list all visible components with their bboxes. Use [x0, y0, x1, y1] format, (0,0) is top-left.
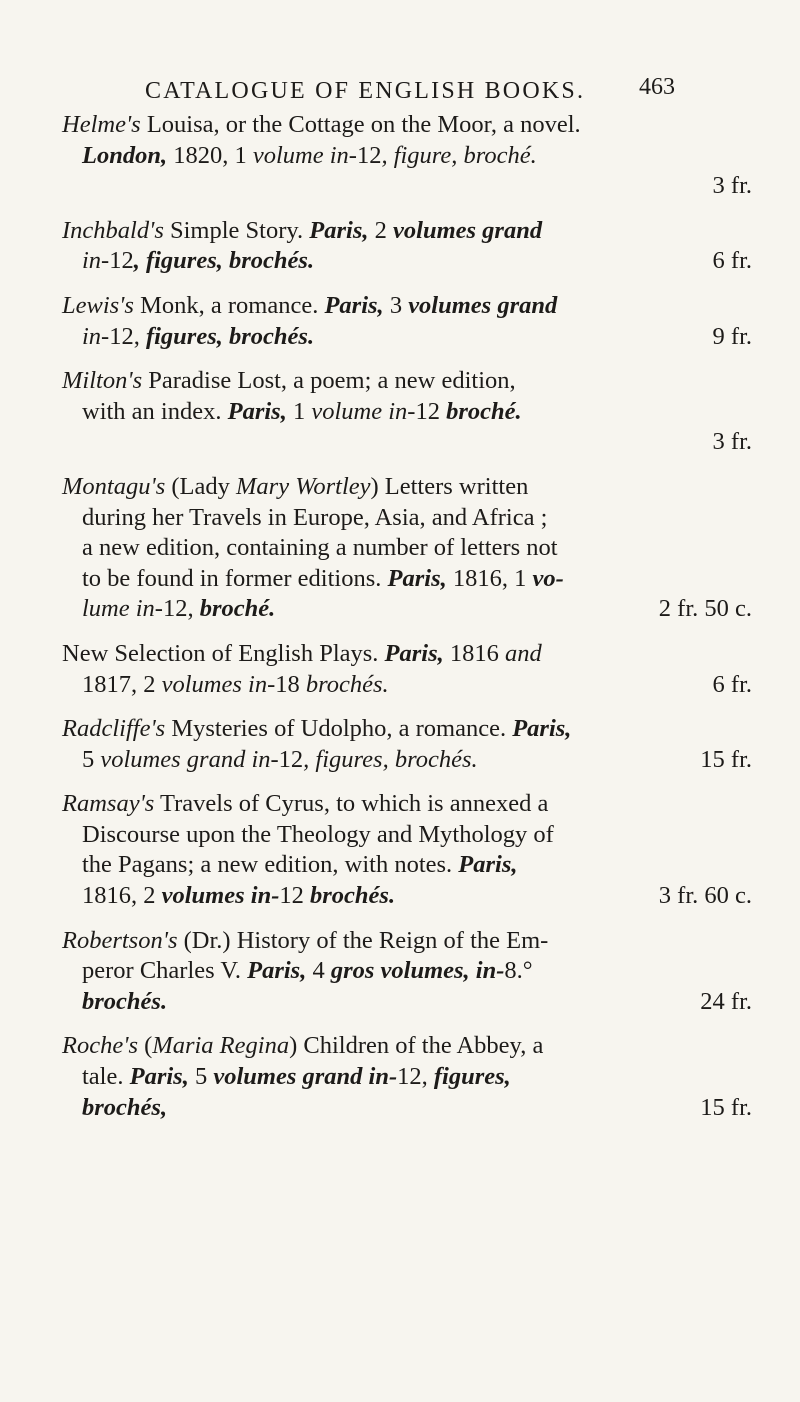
catalogue-entry	[62, 789, 752, 911]
entry-text: 12	[356, 141, 382, 169]
entry-line	[62, 789, 752, 820]
entry-price: 2 fr. 50 c.	[658, 595, 752, 623]
entry-price: 15 fr.	[700, 1093, 752, 1121]
entry-text: figures,	[433, 1063, 511, 1091]
entry-text: London,	[82, 141, 168, 169]
entry-text: Paris,	[387, 564, 447, 592]
entry-text: , figures, brochés.	[303, 745, 478, 773]
entry-text: Mary Wortley	[236, 472, 371, 500]
entry-text: broché.	[446, 397, 522, 425]
entry-text: 12	[278, 745, 304, 773]
page-title: CATALOGUE OF ENGLISH BOOKS.	[145, 78, 586, 104]
entry-text: Maria Regina	[152, 1032, 290, 1060]
entry-text: 8.°	[504, 957, 533, 985]
entry-text: in-	[82, 322, 110, 350]
catalogue-entry	[62, 1031, 752, 1123]
entry-line	[62, 472, 752, 503]
entry-text: Paris,	[324, 291, 384, 319]
entry-text: volume in-	[311, 397, 416, 425]
entry-text: (Lady	[165, 472, 236, 500]
entry-line	[62, 745, 752, 776]
entry-line	[62, 564, 752, 595]
entry-text: Paris,	[512, 715, 572, 743]
entry-price: 6 fr.	[712, 670, 752, 698]
entry-line	[62, 110, 752, 141]
price-line	[62, 427, 752, 458]
entry-text: in-	[82, 247, 110, 275]
entry-text: 1820, 1	[167, 141, 253, 169]
entry-line	[62, 714, 752, 745]
entry-line	[62, 1031, 752, 1062]
entry-text: brochés.	[310, 882, 396, 910]
entry-text: 12,	[397, 1063, 434, 1091]
entry-text: volumes in-	[161, 882, 280, 910]
author-name: Inchbald's	[62, 216, 164, 244]
author-name: Radcliffe's	[62, 715, 166, 743]
author-name: Roche's	[62, 1032, 138, 1060]
entry-price: 3 fr. 60 c.	[658, 882, 752, 910]
entry-text: 18	[275, 670, 306, 698]
catalogue-entry	[62, 110, 752, 202]
entry-line	[62, 246, 752, 277]
entry-text: and	[505, 639, 542, 667]
entry-text: the Pagans; a new edition, with notes.	[82, 851, 459, 879]
entry-text: broché.	[199, 595, 276, 623]
entry-text: Paris,	[384, 639, 444, 667]
running-header	[145, 74, 675, 105]
entry-text: Mysteries of Udolpho, a romance.	[165, 715, 513, 743]
entry-text: 5	[188, 1063, 214, 1091]
entry-text: with an index.	[82, 397, 228, 425]
entry-line	[62, 141, 752, 172]
catalogue-entry	[62, 366, 752, 458]
entry-text: volumes grand in-	[213, 1063, 398, 1091]
entry-text: Paris,	[458, 851, 518, 879]
entry-line	[62, 503, 752, 534]
entry-price: 3 fr.	[712, 428, 752, 456]
entry-text: 12,	[109, 322, 146, 350]
entry-text: volumes grand	[408, 291, 558, 319]
entry-text: to be found in former editions.	[82, 564, 388, 592]
catalogue-entry	[62, 216, 752, 277]
entry-text: Discourse upon the Theology and Mythology of	[82, 820, 554, 848]
catalogue-entry	[62, 926, 752, 1018]
entry-line	[62, 820, 752, 851]
entry-text: 1817, 2	[82, 670, 162, 698]
entry-line	[62, 291, 752, 322]
entry-text: 1816, 2	[82, 882, 162, 910]
entry-line	[62, 322, 752, 353]
entry-price: 24 fr.	[700, 987, 752, 1015]
entry-text: , figure, broché.	[381, 141, 537, 169]
author-name: Robertson's	[62, 926, 178, 954]
entry-text: Louisa, or the Cottage on the Moor, a novel.	[140, 111, 581, 138]
entry-line	[62, 1093, 752, 1124]
entry-text: brochés,	[82, 1093, 168, 1121]
catalogue-entry	[62, 639, 752, 700]
entry-price: 3 fr.	[712, 172, 752, 200]
entry-text: figures, brochés.	[145, 322, 315, 350]
entry-text: volumes in-	[161, 670, 276, 698]
entry-price: 15 fr.	[700, 745, 752, 773]
entry-text: (	[138, 1032, 153, 1060]
entry-text: a new edition, containing a number of letters not	[82, 534, 558, 562]
entry-text: 12,	[162, 595, 200, 623]
entry-line	[62, 881, 752, 912]
catalogue-entry	[62, 291, 752, 352]
entry-text: Paris,	[309, 216, 369, 244]
entry-text: during her Travels in Europe, Asia, and Africa ;	[82, 503, 548, 531]
entry-price: 6 fr.	[712, 247, 752, 275]
entry-line	[62, 926, 752, 957]
author-name: Helme's	[62, 111, 141, 138]
entry-text: 2	[368, 216, 394, 244]
entry-price: 9 fr.	[712, 322, 752, 350]
entry-text: 12	[109, 247, 134, 275]
entry-text: brochés.	[305, 670, 389, 698]
author-name: Montagu's	[62, 472, 166, 500]
entry-text: 1816, 1	[446, 564, 533, 592]
price-line	[62, 171, 752, 202]
catalogue-entry	[62, 714, 752, 775]
entry-line	[62, 850, 752, 881]
author-name: Lewis's	[62, 291, 134, 319]
entry-line	[62, 397, 752, 428]
entry-text: , figures, brochés.	[133, 247, 315, 275]
catalogue-entry	[62, 472, 752, 625]
entry-line	[62, 987, 752, 1018]
entry-text: 12	[415, 397, 447, 425]
entry-line	[62, 533, 752, 564]
entry-text: 5	[82, 745, 101, 773]
entry-text: peror Charles V.	[82, 957, 248, 985]
entry-text: Paris,	[227, 397, 287, 425]
entry-text: 1	[286, 397, 312, 425]
entry-line	[62, 1062, 752, 1093]
entry-line	[62, 670, 752, 701]
entry-text: volumes grand in-	[100, 745, 279, 773]
entry-line	[62, 594, 752, 625]
author-name: Milton's	[62, 367, 143, 395]
entry-text: New Selection of English Plays.	[62, 639, 385, 667]
entry-text: Paris,	[247, 957, 307, 985]
entry-line	[62, 216, 752, 247]
entry-line	[62, 639, 752, 670]
entry-text: volume in-	[252, 141, 357, 169]
page-number: 463	[639, 74, 675, 100]
entry-text: 1816	[443, 639, 506, 667]
entry-line	[62, 956, 752, 987]
entry-text: 12	[279, 882, 310, 910]
entry-text: tale.	[82, 1063, 130, 1091]
entry-line	[62, 366, 752, 397]
catalogue-entries	[62, 110, 752, 1137]
entry-text: Paris,	[129, 1063, 189, 1091]
entry-text: vo-	[532, 564, 564, 592]
entry-text: Monk, a romance.	[133, 291, 325, 319]
entry-text: Simple Story.	[163, 216, 310, 244]
entry-text: ) Children of the Abbey, a	[289, 1032, 544, 1060]
entry-text: gros volumes, in-	[330, 957, 505, 985]
entry-text: Travels of Cyrus, to which is annexed a	[154, 790, 549, 818]
entry-text: ) Letters written	[370, 472, 529, 500]
author-name: Ramsay's	[62, 790, 155, 818]
entry-text: 4	[306, 957, 331, 985]
entry-text: lume in-	[82, 595, 163, 623]
entry-text: Paradise Lost, a poem; a new edition,	[142, 367, 516, 395]
entry-text: (Dr.) History of the Reign of the Em-	[177, 926, 549, 954]
entry-text: 3	[383, 291, 409, 319]
entry-text: volumes grand	[393, 216, 543, 244]
entry-text: brochés.	[82, 987, 168, 1015]
